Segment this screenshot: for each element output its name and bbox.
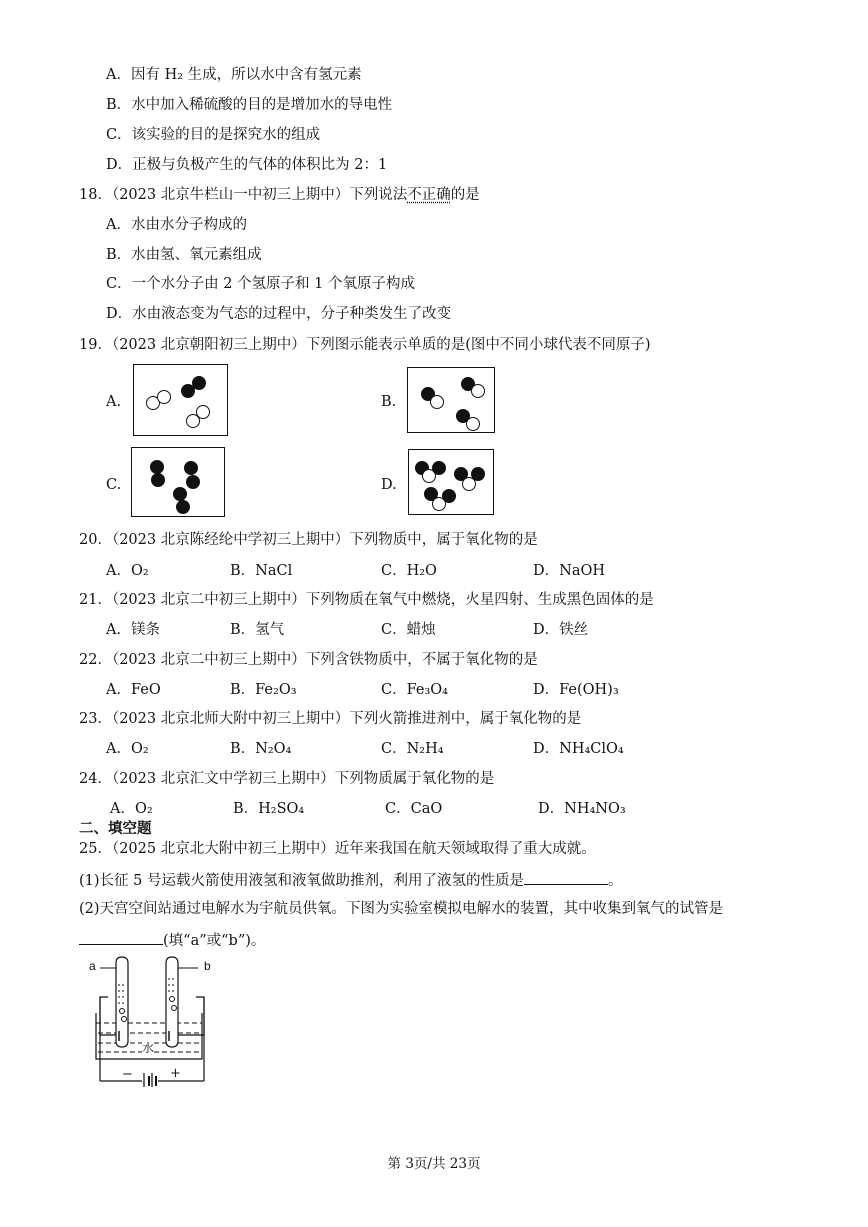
- q18-option-d: D．水由液态变为气态的过程中，分子种类发生了改变: [106, 306, 452, 322]
- q19-stem: 19．（2023 北京朝阳初三上期中）下列图示能表示单质的是(图中不同小球代表不同原子): [79, 337, 651, 353]
- prev-option-a: A．因有 H₂ 生成，所以水中含有氢元素: [106, 67, 362, 83]
- section-heading: 二、填空题: [79, 821, 152, 837]
- q25-part2-end: (填“a”或“b”)。: [163, 933, 266, 949]
- q18-option-a: A．水由水分子构成的: [106, 217, 247, 233]
- q22-option-d: D．Fe(OH)₃: [533, 682, 619, 698]
- q24-option-b: B．H₂SO₄: [233, 801, 305, 817]
- q21-option-a: A．镁条: [106, 622, 160, 638]
- atom-black: [442, 489, 456, 503]
- q20-option-c: C．H₂O: [381, 563, 437, 579]
- atom-black: [471, 467, 485, 481]
- water-label: 水: [142, 1041, 155, 1055]
- q18-stem: [79, 186, 480, 204]
- atom-black: [432, 461, 446, 475]
- q24-option-a: A．O₂: [110, 801, 153, 817]
- atom-black: [186, 475, 200, 489]
- q22-option-a: A．FeO: [106, 682, 161, 698]
- q20-option-b: B．NaCl: [230, 563, 293, 579]
- q25-stem: 25．（2025 北京北大附中初三上期中）近年来我国在航天领域取得了重大成就。: [79, 841, 596, 857]
- q25-part1: [79, 870, 622, 890]
- q18-stem-prefix: 18．（2023 北京牛栏山一中初三上期中）下列说法: [79, 187, 408, 203]
- negative-terminal: −: [122, 1067, 133, 1082]
- q20-option-d: D．NaOH: [533, 563, 605, 579]
- q20-option-a: A．O₂: [106, 563, 149, 579]
- atom-black: [151, 473, 165, 487]
- q18-option-b: B．水由氢、氧元素组成: [106, 247, 262, 263]
- q23-option-d: D．NH₄ClO₄: [533, 741, 624, 757]
- page-footer: 第 3页/共 23页: [387, 1156, 481, 1172]
- q20-stem: 20．（2023 北京陈经纶中学初三上期中）下列物质中，属于氧化物的是: [79, 532, 538, 548]
- q19-label-b: B.: [381, 394, 397, 410]
- q19-diagram-a: [133, 364, 228, 436]
- q22-option-c: C．Fe₃O₄: [381, 682, 448, 698]
- q24-option-c: C．CaO: [385, 801, 443, 817]
- prev-option-d: D．正极与负极产生的气体的体积比为 2：1: [106, 157, 388, 173]
- tube-a-label: a: [89, 959, 96, 973]
- electrolysis-diagram: [86, 955, 226, 1087]
- q19-diagram-c: [131, 447, 225, 517]
- q21-option-d: D．铁丝: [533, 622, 589, 638]
- q25-part1-text: (1)长征 5 号运载火箭使用液氢和液氧做助推剂，利用了液氢的性质是: [79, 873, 524, 889]
- prev-option-c: C．该实验的目的是探究水的组成: [106, 127, 321, 143]
- atom-white: [430, 395, 444, 409]
- q18-stem-emphasis: 不正确: [407, 187, 451, 203]
- q23-option-b: B．N₂O₄: [230, 741, 292, 757]
- q19-label-d: D.: [381, 477, 397, 493]
- q22-option-b: B．Fe₂O₃: [230, 682, 297, 698]
- prev-option-b: B．水中加入稀硫酸的目的是增加水的导电性: [106, 97, 393, 113]
- q23-option-a: A．O₂: [106, 741, 149, 757]
- q19-label-c: C.: [106, 477, 122, 493]
- electrolysis-svg: [86, 955, 226, 1087]
- atom-black: [173, 487, 187, 501]
- positive-terminal: +: [170, 1066, 181, 1081]
- q25-part1-end: 。: [607, 873, 623, 889]
- q21-stem: 21．（2023 北京二中初三上期中）下列物质在氧气中燃烧，火星四射、生成黑色固体的是: [79, 592, 654, 608]
- q19-diagram-d: [408, 449, 494, 515]
- q24-stem: 24．（2023 北京汇文中学初三上期中）下列物质属于氧化物的是: [79, 771, 495, 787]
- q19-diagram-b: [407, 367, 495, 433]
- atom-black: [150, 460, 164, 474]
- q19-label-a: A.: [106, 394, 122, 410]
- q23-stem: 23．（2023 北京北师大附中初三上期中）下列火箭推进剂中，属于氧化物的是: [79, 711, 582, 727]
- tube-b-label: b: [204, 959, 211, 973]
- q18-option-c: C．一个水分子由 2 个氢原子和 1 个氧原子构成: [106, 276, 415, 292]
- q25-part2-line2: [79, 930, 265, 950]
- q21-option-c: C．蜡烛: [381, 622, 436, 638]
- q18-stem-suffix: 的是: [450, 187, 480, 203]
- q24-option-d: D．NH₄NO₃: [538, 801, 626, 817]
- atom-black: [184, 461, 198, 475]
- q22-stem: 22．（2023 北京二中初三上期中）下列含铁物质中，不属于氧化物的是: [79, 652, 538, 668]
- atom-white: [466, 417, 480, 431]
- answer-blank[interactable]: [524, 870, 608, 885]
- q21-option-b: B．氢气: [230, 622, 285, 638]
- atom-white: [471, 384, 485, 398]
- atom-white: [157, 390, 171, 404]
- atom-white: [186, 414, 200, 428]
- q23-option-c: C．N₂H₄: [381, 741, 444, 757]
- atom-black: [181, 384, 195, 398]
- atom-black: [176, 500, 190, 514]
- answer-blank[interactable]: [79, 930, 163, 945]
- q25-part2: (2)天宫空间站通过电解水为宇航员供氧。下图为实验室模拟电解水的装置，其中收集到氧气的试管是: [79, 901, 724, 917]
